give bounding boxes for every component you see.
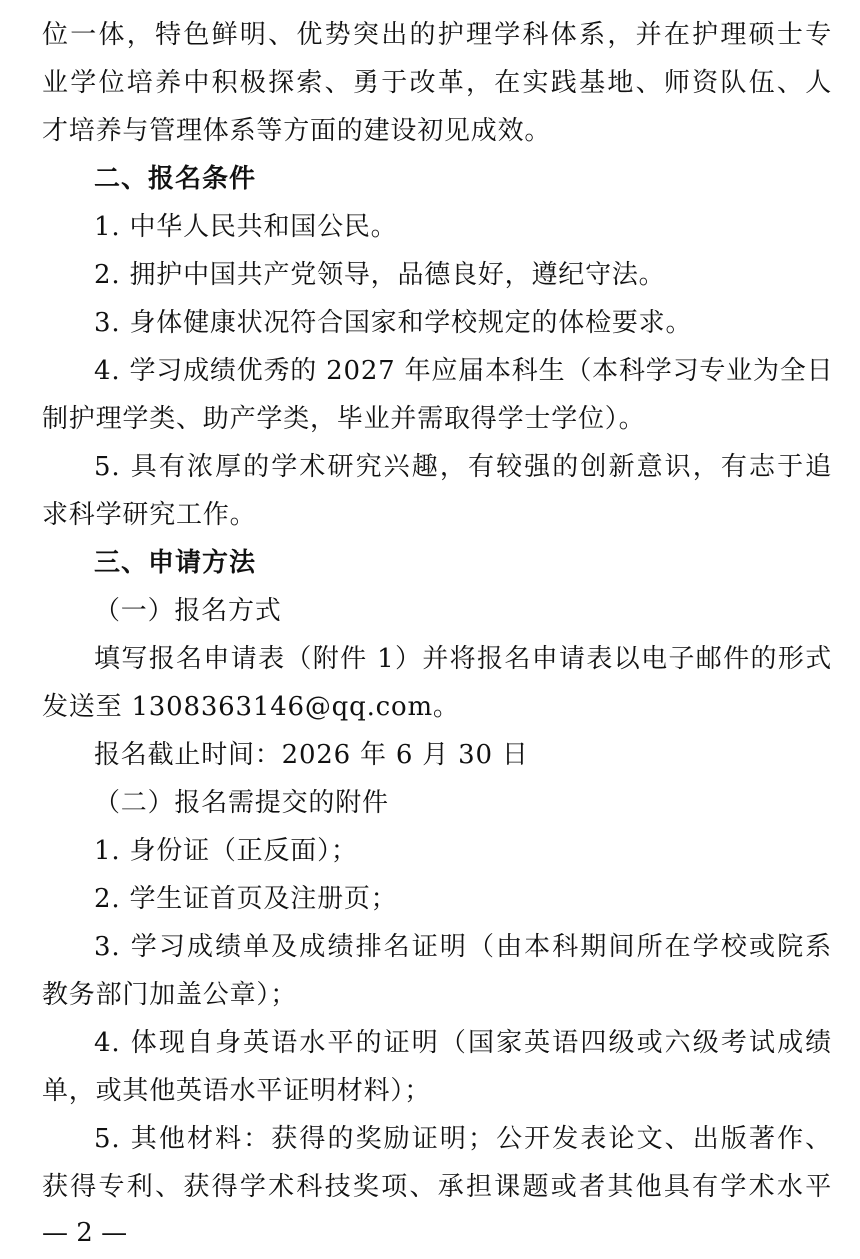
intro-line-2: 业学位培养中积极探索、勇于改革，在实践基地、师资队伍、人 [42, 68, 832, 98]
registration-para-line-1: 填写报名申请表（附件 1）并将报名申请表以电子邮件的形式 [94, 644, 832, 674]
attachment-item-3-line-1: 3. 学习成绩单及成绩排名证明（由本科期间所在学校或院系 [94, 932, 832, 962]
attachment-item-5-line-1: 5. 其他材料：获得的奖励证明；公开发表论文、出版著作、 [94, 1124, 832, 1154]
intro-line-3: 才培养与管理体系等方面的建设初见成效。 [42, 116, 552, 146]
section-heading-eligibility: 二、报名条件 [94, 164, 257, 194]
page-number: — 2 — [42, 1218, 128, 1248]
section-heading-application: 三、申请方法 [94, 548, 257, 578]
attachment-item-4-line-1: 4. 体现自身英语水平的证明（国家英语四级或六级考试成绩 [94, 1028, 832, 1058]
eligibility-item-5-line-1: 5. 具有浓厚的学术研究兴趣，有较强的创新意识，有志于追 [94, 452, 832, 482]
attachment-item-3-line-2: 教务部门加盖公章）； [42, 980, 298, 1010]
attachment-item-1: 1. 身份证（正反面）； [94, 836, 358, 866]
eligibility-item-3: 3. 身体健康状况符合国家和学校规定的体检要求。 [94, 308, 693, 338]
eligibility-item-4-line-1: 4. 学习成绩优秀的 2027 年应届本科生（本科学习专业为全日 [94, 356, 834, 386]
registration-para-line-2: 发送至 1308363146@qq.com。 [42, 692, 460, 722]
subheading-registration-method: （一）报名方式 [94, 596, 282, 626]
eligibility-item-5-line-2: 求科学研究工作。 [42, 500, 257, 530]
attachment-item-4-line-2: 单，或其他英语水平证明材料）； [42, 1076, 432, 1106]
eligibility-item-4-line-2: 制护理学类、助产学类，毕业并需取得学士学位）。 [42, 404, 646, 434]
intro-line-1: 位一体，特色鲜明、优势突出的护理学科体系，并在护理硕士专 [42, 20, 832, 50]
subheading-required-attachments: （二）报名需提交的附件 [94, 788, 389, 818]
attachment-item-2: 2. 学生证首页及注册页； [94, 884, 398, 914]
attachment-item-5-line-2: 获得专利、获得学术科技奖项、承担课题或者其他具有学术水平 [42, 1172, 832, 1202]
eligibility-item-2: 2. 拥护中国共产党领导，品德良好，遵纪守法。 [94, 260, 666, 290]
registration-deadline: 报名截止时间：2026 年 6 月 30 日 [94, 740, 529, 770]
eligibility-item-1: 1. 中华人民共和国公民。 [94, 212, 398, 242]
